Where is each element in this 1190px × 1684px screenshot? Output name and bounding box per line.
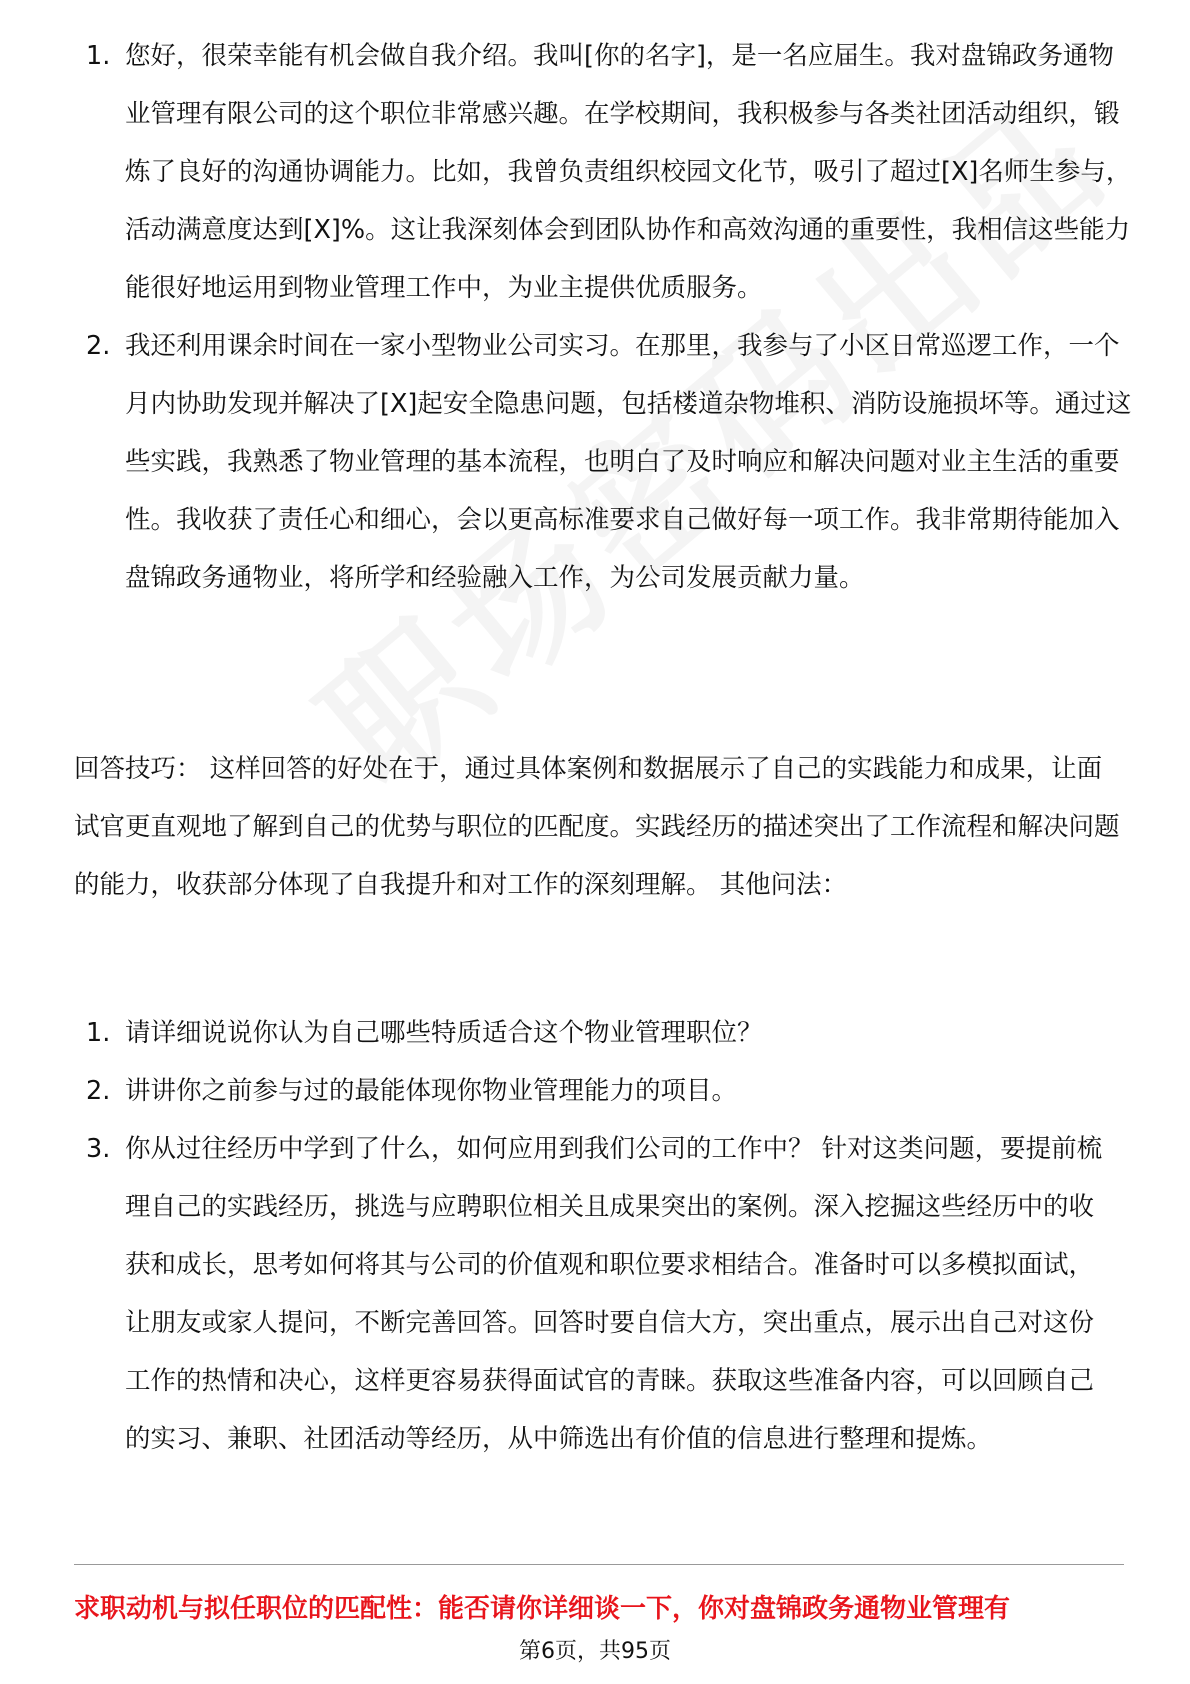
list-item-text: 你从过往经历中学到了什么，如何应用到我们公司的工作中？ 针对这类问题，要提前梳理自己的实践经历，挑选与应聘职位相关且成果突出的案例。深入挖掘这些经历中的收获和成长，思考如何将其与公司的价值观和职位要求相结合。准备时可以多模拟面试，让朋友或家人提问，不断完善回答。回答时要自信大方，突出重点，展示出自己对这份工作的热情和决心，这样更容易获得面试官的青睐。获取这些准备内容，可以回顾自己的实习、兼职、社团活动等经历，从中筛选出有价值的信息进行整理和提炼。 [125,1134,1103,1454]
list-item-text: 请详细说说你认为自己哪些特质适合这个物业管理职位？ [125,1018,763,1048]
divider [74,1564,1124,1565]
list-item-text: 讲讲你之前参与过的最能体现你物业管理能力的项目。 [125,1076,738,1106]
list-marker: 1. [86,1018,111,1048]
section-heading: 求职动机与拟任职位的匹配性：能否请你详细谈一下，你对盘锦政务通物业管理有 [74,1594,1011,1624]
list-item-text: 我还利用课余时间在一家小型物业公司实习。在那里，我参与了小区日常巡逻工作，一个月内协助发现并解决了[X]起安全隐患问题，包括楼道杂物堆积、消防设施损坏等。通过这些实践，我熟悉了物业管理的基本流程，也明白了及时响应和解决问题对业主生活的重要性。我收获了责任心和细心，会以更高标准要求自己做好每一项工作。我非常期待能加入盘锦政务通物业，将所学和经验融入工作，为公司发展贡献力量。 [125,331,1132,593]
list-marker: 2. [86,331,111,361]
list-marker: 1. [86,41,111,71]
list-item [74,1120,1114,1468]
list-item [74,317,1135,607]
answer-tip-paragraph: 回答技巧： 这样回答的好处在于，通过具体案例和数据展示了自己的实践能力和成果，让面试官更直观地了解到自己的优势与职位的匹配度。实践经历的描述突出了工作流程和解决问题的能力，收获部分体现了自我提升和对工作的深刻理解。 其他问法： [74,754,1120,900]
list-marker: 3. [86,1134,111,1164]
other-questions-list [74,1004,1114,1468]
answer-list [74,27,1132,607]
list-item [74,1004,1114,1062]
list-item [74,1062,1114,1120]
list-item-text: 您好，很荣幸能有机会做自我介绍。我叫[你的名字]，是一名应届生。我对盘锦政务通物业管理有限公司的这个职位非常感兴趣。在学校期间，我积极参与各类社团活动组织，锻炼了良好的沟通协调能力。比如，我曾负责组织校园文化节，吸引了超过[X]名师生参与，活动满意度达到[X]%。这让我深刻体会到团队协作和高效沟通的重要性，我相信这些能力能很好地运用到物业管理工作中，为业主提供优质服务。 [125,41,1132,303]
list-marker: 2. [86,1076,111,1106]
list-item [74,27,1135,317]
page-footer: 第6页，共95页 [519,1639,671,1664]
